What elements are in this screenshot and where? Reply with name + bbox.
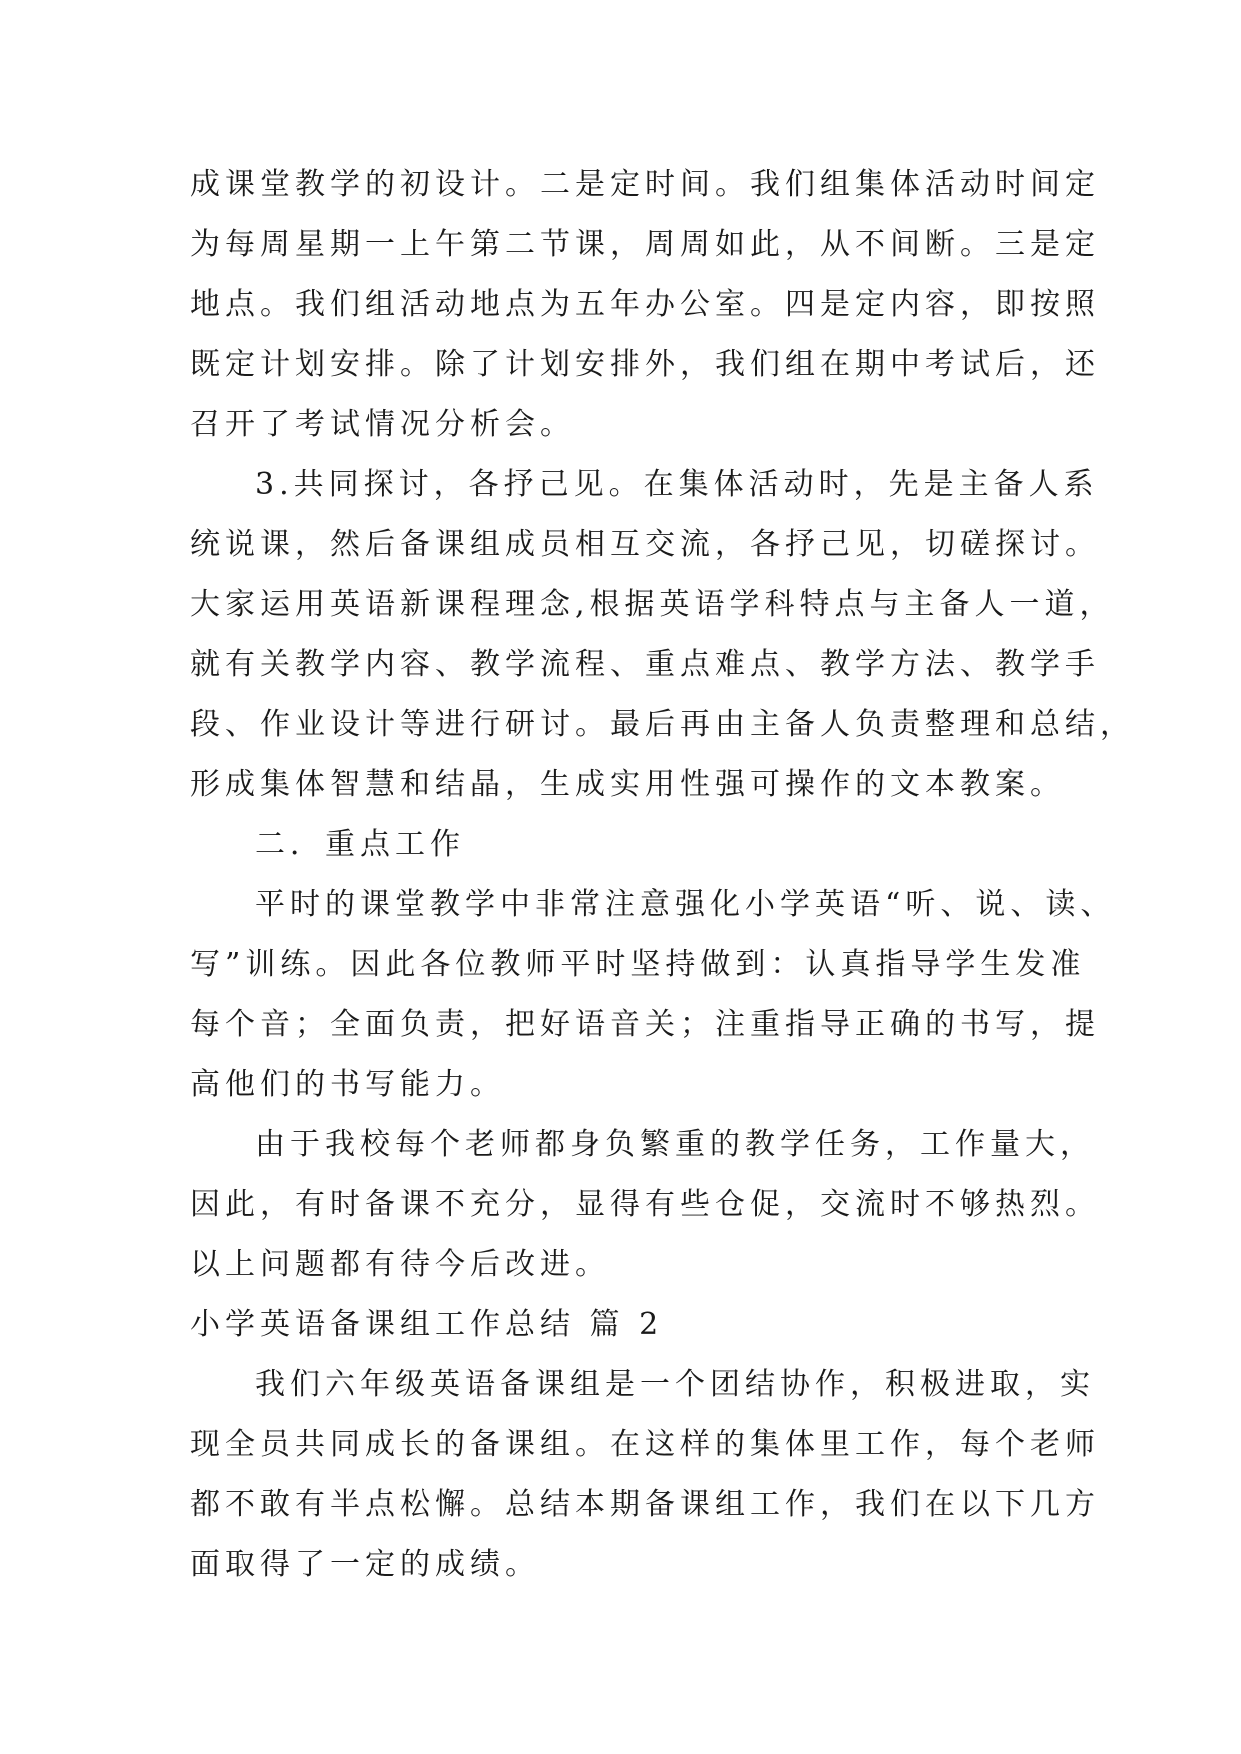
text-line: 我们六年级英语备课组是一个团结协作，积极进取，实 — [255, 1367, 1095, 1402]
text-line: 形成集体智慧和结晶，生成实用性强可操作的文本教案。 — [190, 767, 1065, 802]
text-line: 3.共同探讨，各抒己见。在集体活动时，先是主备人系 — [255, 467, 1099, 502]
text-line: 地点。我们组活动地点为五年办公室。四是定内容，即按照 — [190, 287, 1100, 322]
text-line: 高他们的书写能力。 — [190, 1067, 505, 1102]
text-line: 大家运用英语新课程理念,根据英语学科特点与主备人一道， — [190, 587, 1115, 622]
text-line: 召开了考试情况分析会。 — [190, 407, 575, 442]
section-heading: 二．重点工作 — [255, 827, 465, 862]
text-line: 既定计划安排。除了计划安排外，我们组在期中考试后，还 — [190, 347, 1100, 382]
text-line: 写”训练。因此各位教师平时坚持做到：认真指导学生发准 — [190, 947, 1086, 982]
document-title: 小学英语备课组工作总结 篇 2 — [190, 1307, 664, 1342]
text-line: 段、作业设计等进行研讨。最后再由主备人负责整理和总结， — [190, 707, 1135, 742]
text-line: 为每周星期一上午第二节课，周周如此，从不间断。三是定 — [190, 227, 1100, 262]
text-line: 都不敢有半点松懈。总结本期备课组工作，我们在以下几方 — [190, 1487, 1100, 1522]
text-line: 面取得了一定的成绩。 — [190, 1547, 540, 1582]
text-line: 由于我校每个老师都身负繁重的教学任务，工作量大， — [255, 1127, 1095, 1162]
text-line: 每个音；全面负责，把好语音关；注重指导正确的书写，提 — [190, 1007, 1100, 1042]
text-line: 以上问题都有待今后改进。 — [190, 1247, 610, 1282]
text-line: 现全员共同成长的备课组。在这样的集体里工作，每个老师 — [190, 1427, 1100, 1462]
text-line: 平时的课堂教学中非常注意强化小学英语“听、说、读、 — [255, 887, 1116, 922]
text-line: 成课堂教学的初设计。二是定时间。我们组集体活动时间定 — [190, 167, 1100, 202]
text-line: 因此，有时备课不充分，显得有些仓促，交流时不够热烈。 — [190, 1187, 1100, 1222]
text-line: 就有关教学内容、教学流程、重点难点、教学方法、教学手 — [190, 647, 1100, 682]
text-line: 统说课，然后备课组成员相互交流，各抒己见，切磋探讨。 — [190, 527, 1100, 562]
